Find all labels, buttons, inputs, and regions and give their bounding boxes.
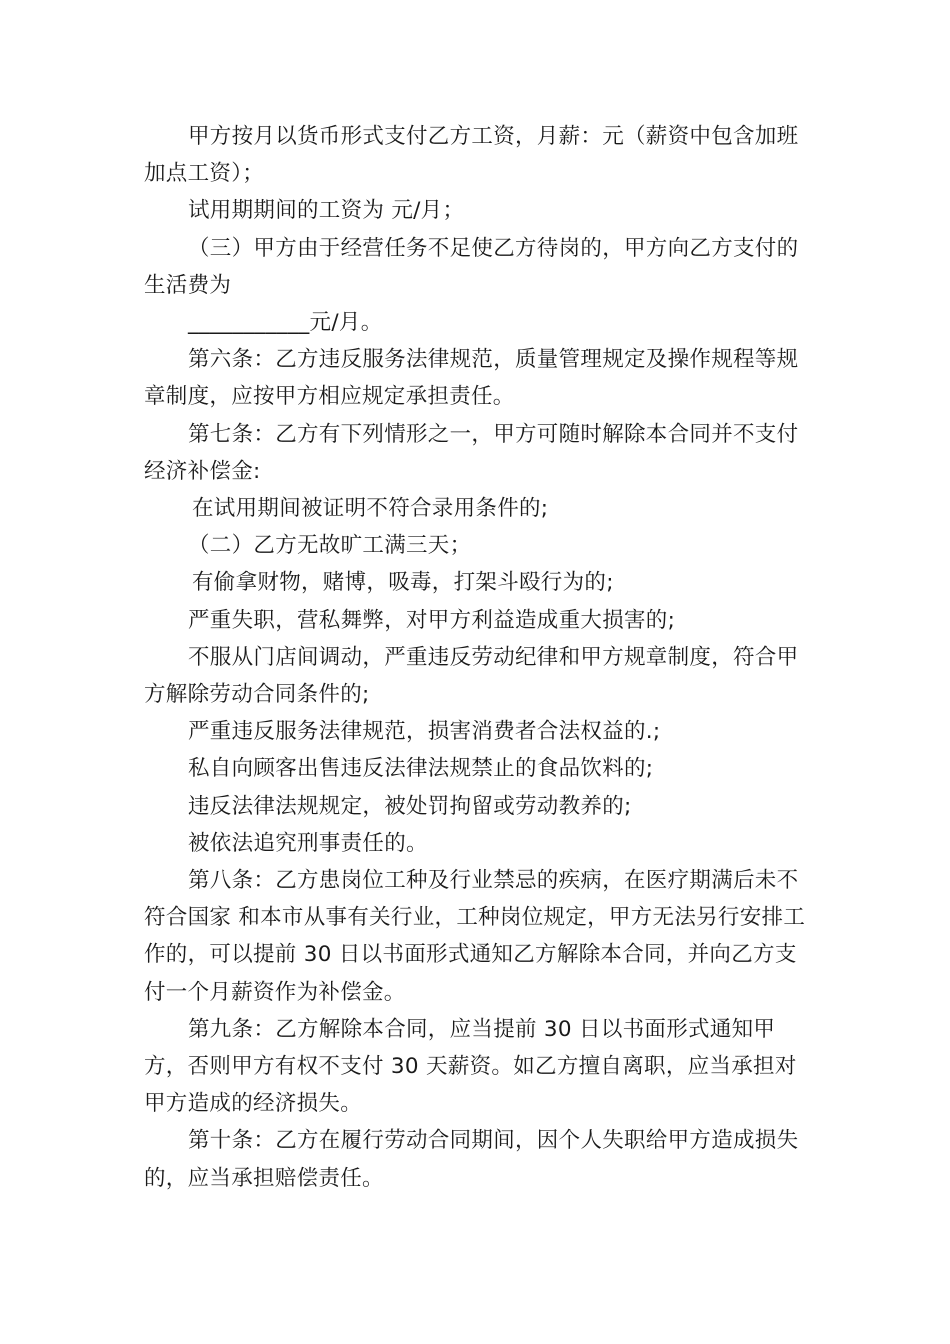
article-7: 第七条：乙方有下列情形之一，甲方可随时解除本合同并不支付经济补偿金: <box>144 421 799 484</box>
article-10: 第十条：乙方在履行劳动合同期间，因个人失职给甲方造成损失的，应当承担赔偿责任。 <box>144 1128 799 1191</box>
article-7-item: 严重失职，营私舞弊，对甲方利益造成重大损害的; <box>188 607 676 633</box>
standby-allowance-amount: ___________元/月。 <box>188 310 383 336</box>
article-7-item: 私自向顾客出售违反法律法规禁止的食品饮料的; <box>188 756 654 782</box>
article-7-item: 被依法追究刑事责任的。 <box>188 830 428 856</box>
article-7-item: 严重违反服务法律规范，损害消费者合法权益的.; <box>188 719 661 745</box>
probation-salary-clause: 试用期期间的工资为 元/月； <box>188 198 465 224</box>
salary-clause: 甲方按月以货币形式支付乙方工资，月薪：元（薪资中包含加班加点工资）； <box>144 124 799 187</box>
article-7-item: （二）乙方无故旷工满三天； <box>188 533 472 559</box>
article-9: 第九条：乙方解除本合同，应当提前 30 日以书面形式通知甲方，否则甲方有权不支付 30 天薪资。如乙方擅自离职，应当承担对甲方造成的经济损失。 <box>144 1016 797 1117</box>
contract-body <box>144 118 814 1197</box>
article-7-item: 不服从门店间调动，严重违反劳动纪律和甲方规章制度，符合甲方解除劳动合同条件的; <box>144 644 799 708</box>
article-7-item: 有偷拿财物，赌博，吸毒，打架斗殴行为的; <box>192 570 614 596</box>
article-6: 第六条：乙方违反服务法律规范，质量管理规定及操作规程等规章制度，应按甲方相应规定承担责任。 <box>144 347 799 410</box>
article-7-item: 在试用期间被证明不符合录用条件的; <box>192 496 549 522</box>
standby-allowance-clause: （三）甲方由于经营任务不足使乙方待岗的，甲方向乙方支付的生活费为 <box>144 235 799 298</box>
article-7-item: 违反法律法规规定，被处罚拘留或劳动教养的; <box>188 793 632 819</box>
article-8: 第八条：乙方患岗位工种及行业禁忌的疾病，在医疗期满后未不符合国家 和本市从事有关行业，工种岗位规定，甲方无法另行安排工作的，可以提前 30 日以书面形式通知乙方解除本合同，并向乙方支付一个月薪资作为补偿金。 <box>144 868 806 1005</box>
